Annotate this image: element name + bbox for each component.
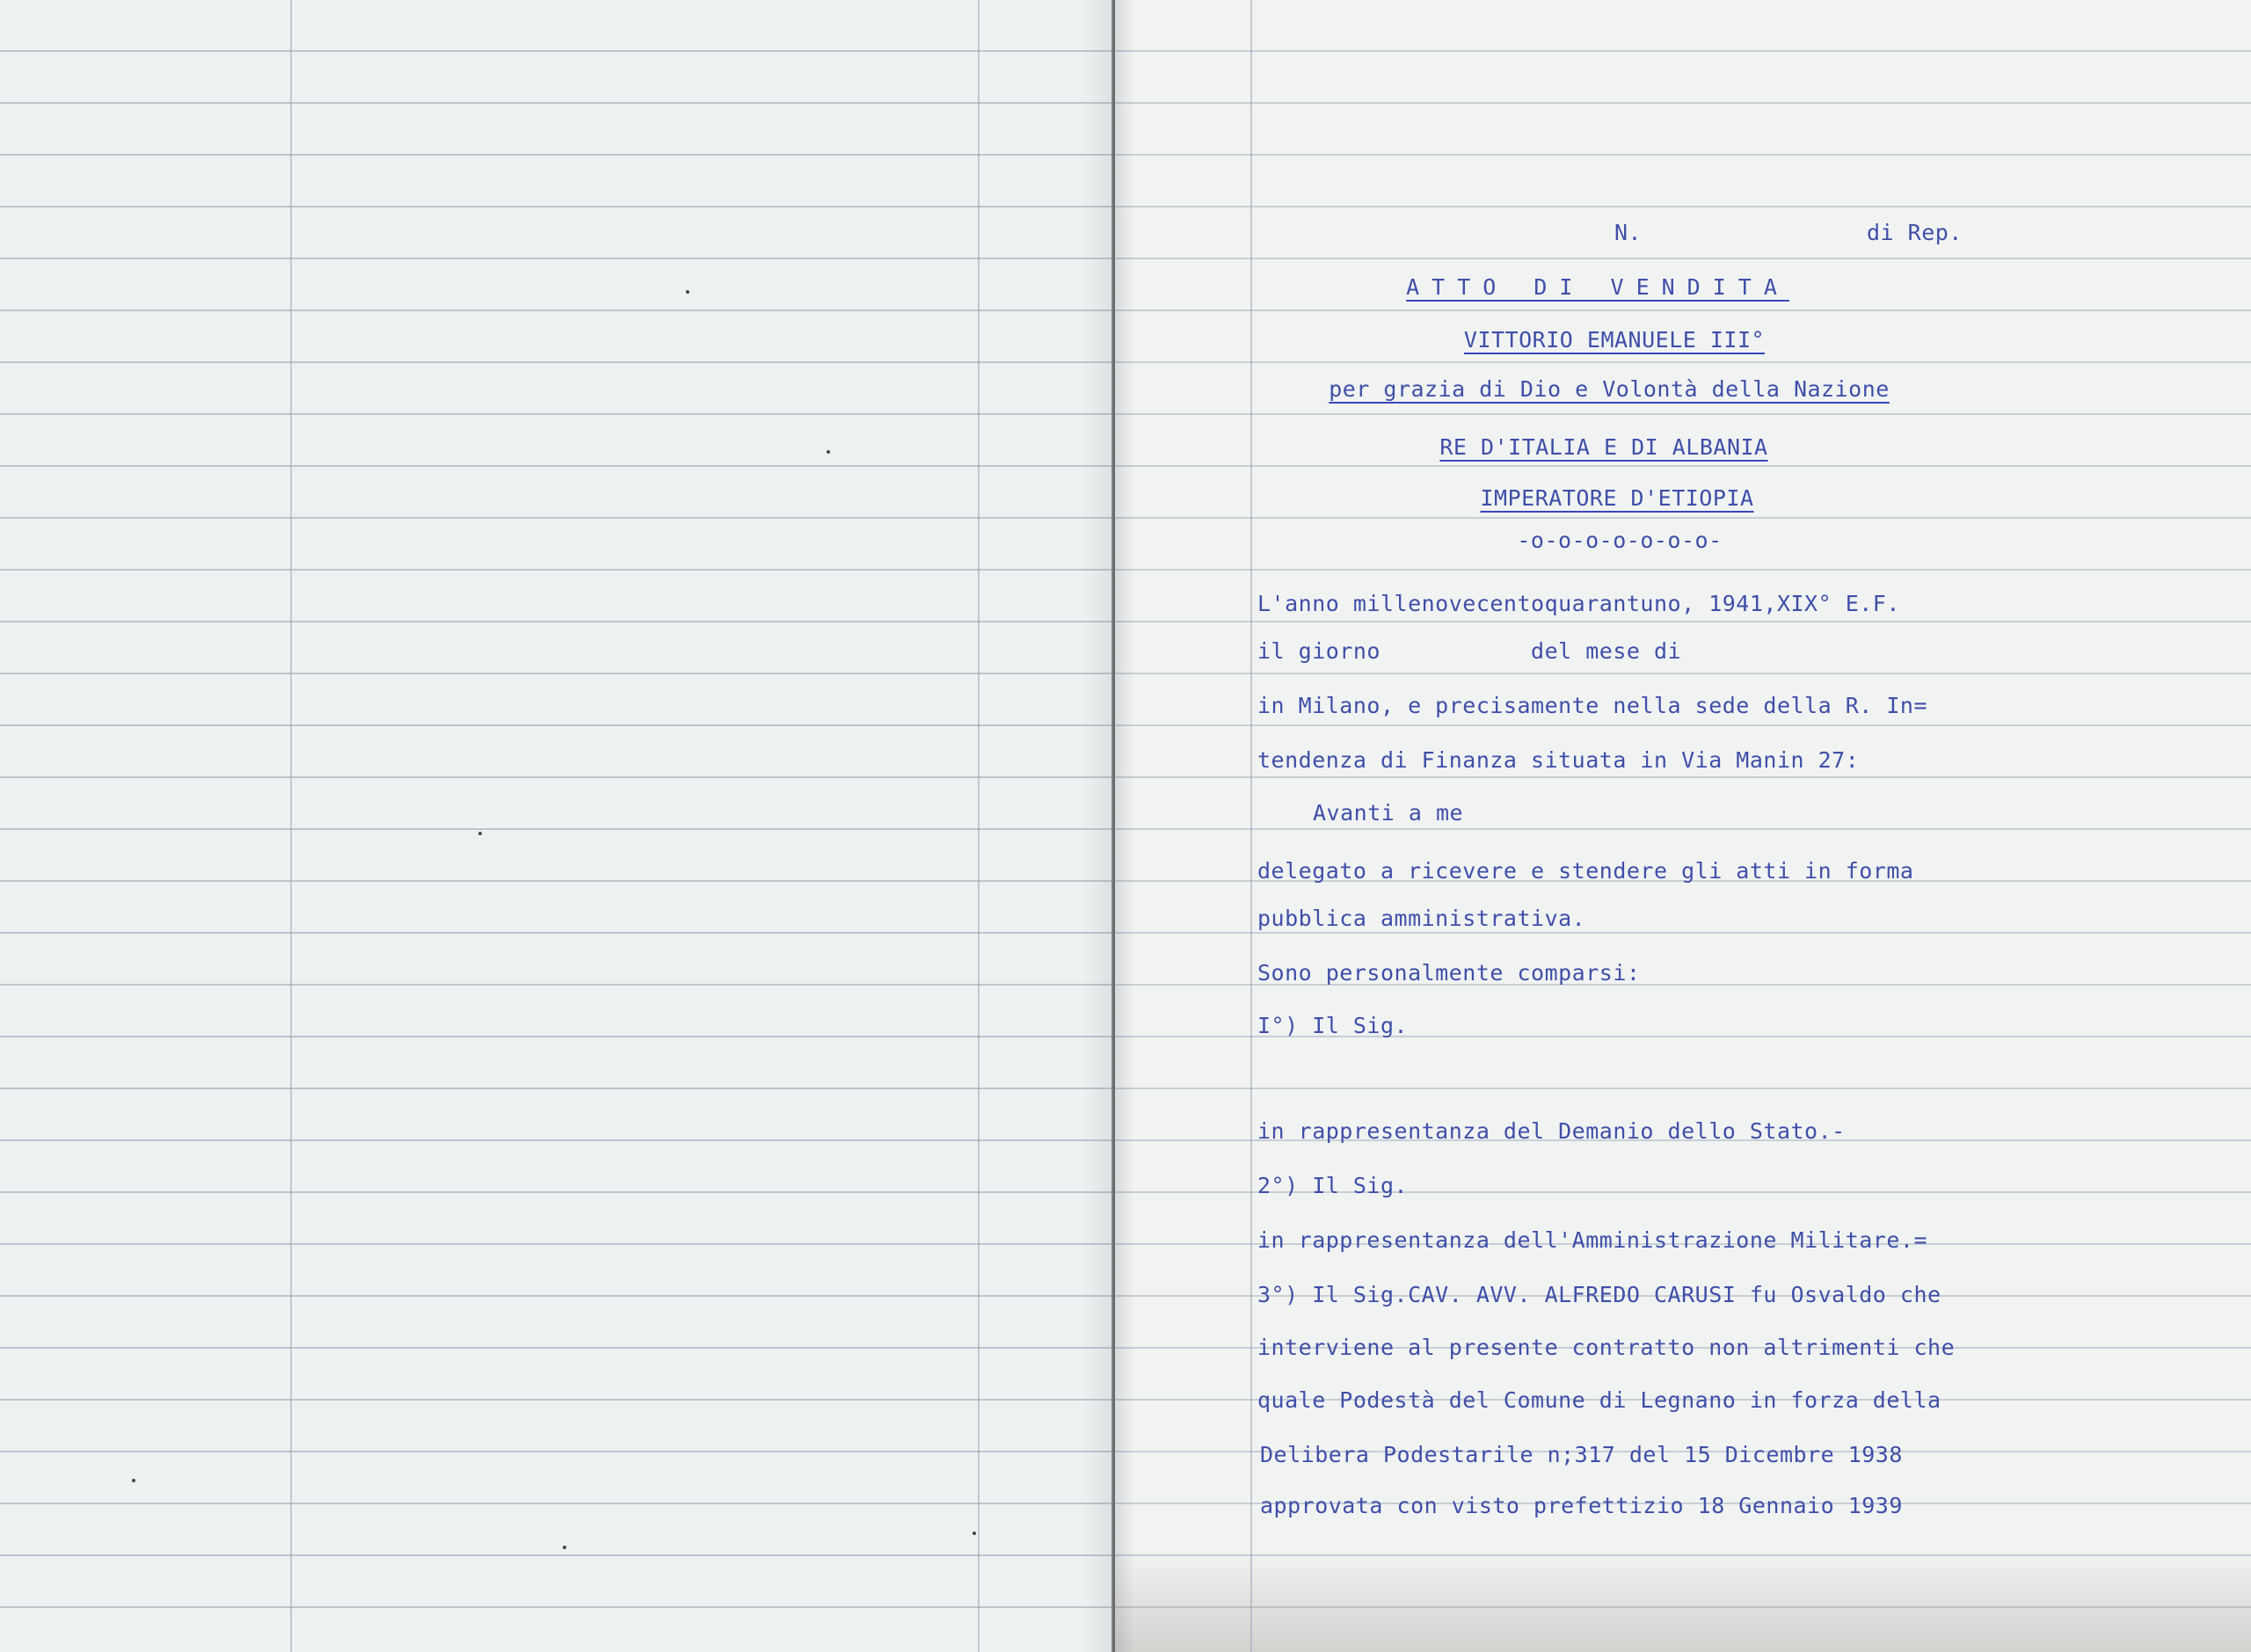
- repertory-label: di Rep.: [1867, 220, 1963, 245]
- body-line-intervenes: interviene al presente contratto non altrimenti che: [1257, 1335, 1956, 1360]
- emperor-title: IMPERATORE D'ETIOPIA: [1480, 485, 1754, 511]
- body-line-resolution: Delibera Podestarile n;317 del 15 Dicembre 1938: [1260, 1442, 1903, 1467]
- paper-speck: [827, 450, 830, 454]
- body-line-place: in Milano, e precisamente nella sede della R. In=: [1257, 693, 1928, 718]
- title-separator: -o-o-o-o-o-o-o-: [1517, 528, 1723, 553]
- body-line-delegate: delegato a ricevere e stendere gli atti in forma: [1257, 858, 1914, 884]
- body-line-podesta: quale Podestà del Comune di Legnano in forza della: [1257, 1387, 1941, 1413]
- left-page-margin-rule-inner: [290, 0, 292, 1652]
- right-page-margin-rule: [1250, 0, 1252, 1652]
- kingdom-title: RE D'ITALIA E DI ALBANIA: [1439, 434, 1768, 460]
- body-line-address: tendenza di Finanza situata in Via Manin 27:: [1257, 747, 1860, 773]
- body-line-state-domain: in rappresentanza del Demanio dello Stato.-: [1257, 1118, 1846, 1144]
- body-line-approval: approvata con visto prefettizio 18 Gennaio 1939: [1260, 1493, 1903, 1518]
- paper-speck: [478, 832, 482, 835]
- left-page-margin-rule-outer: [978, 0, 980, 1652]
- grace-formula: per grazia di Dio e Volontà della Nazione: [1329, 376, 1890, 402]
- body-line-party-3: 3°) Il Sig.CAV. AVV. ALFREDO CARUSI fu Osvaldo che: [1257, 1282, 1941, 1307]
- body-line-public-form: pubblica amministrativa.: [1257, 906, 1586, 931]
- paper-speck: [563, 1546, 566, 1549]
- body-line-day: il giorno del mese di: [1257, 638, 1682, 664]
- body-line-year: L'anno millenovecentoquarantuno, 1941,XIX° E.F.: [1257, 591, 1900, 616]
- number-label: N.: [1614, 220, 1643, 245]
- paper-speck: [686, 290, 689, 294]
- king-name: VITTORIO EMANUELE III°: [1463, 327, 1766, 353]
- deed-title: ATTO DI VENDITA: [1406, 274, 1789, 300]
- paper-speck: [973, 1532, 976, 1535]
- left-blank-page: [0, 0, 1115, 1652]
- body-line-military: in rappresentanza dell'Amministrazione Militare.=: [1257, 1227, 1928, 1253]
- body-line-appeared: Sono personalmente comparsi:: [1257, 960, 1641, 986]
- paper-speck: [132, 1479, 135, 1482]
- body-line-party-1: I°) Il Sig.: [1257, 1013, 1409, 1038]
- body-line-before-me: Avanti a me: [1313, 800, 1464, 826]
- body-line-party-2: 2°) Il Sig.: [1257, 1173, 1409, 1198]
- right-typed-page: [1115, 0, 2251, 1652]
